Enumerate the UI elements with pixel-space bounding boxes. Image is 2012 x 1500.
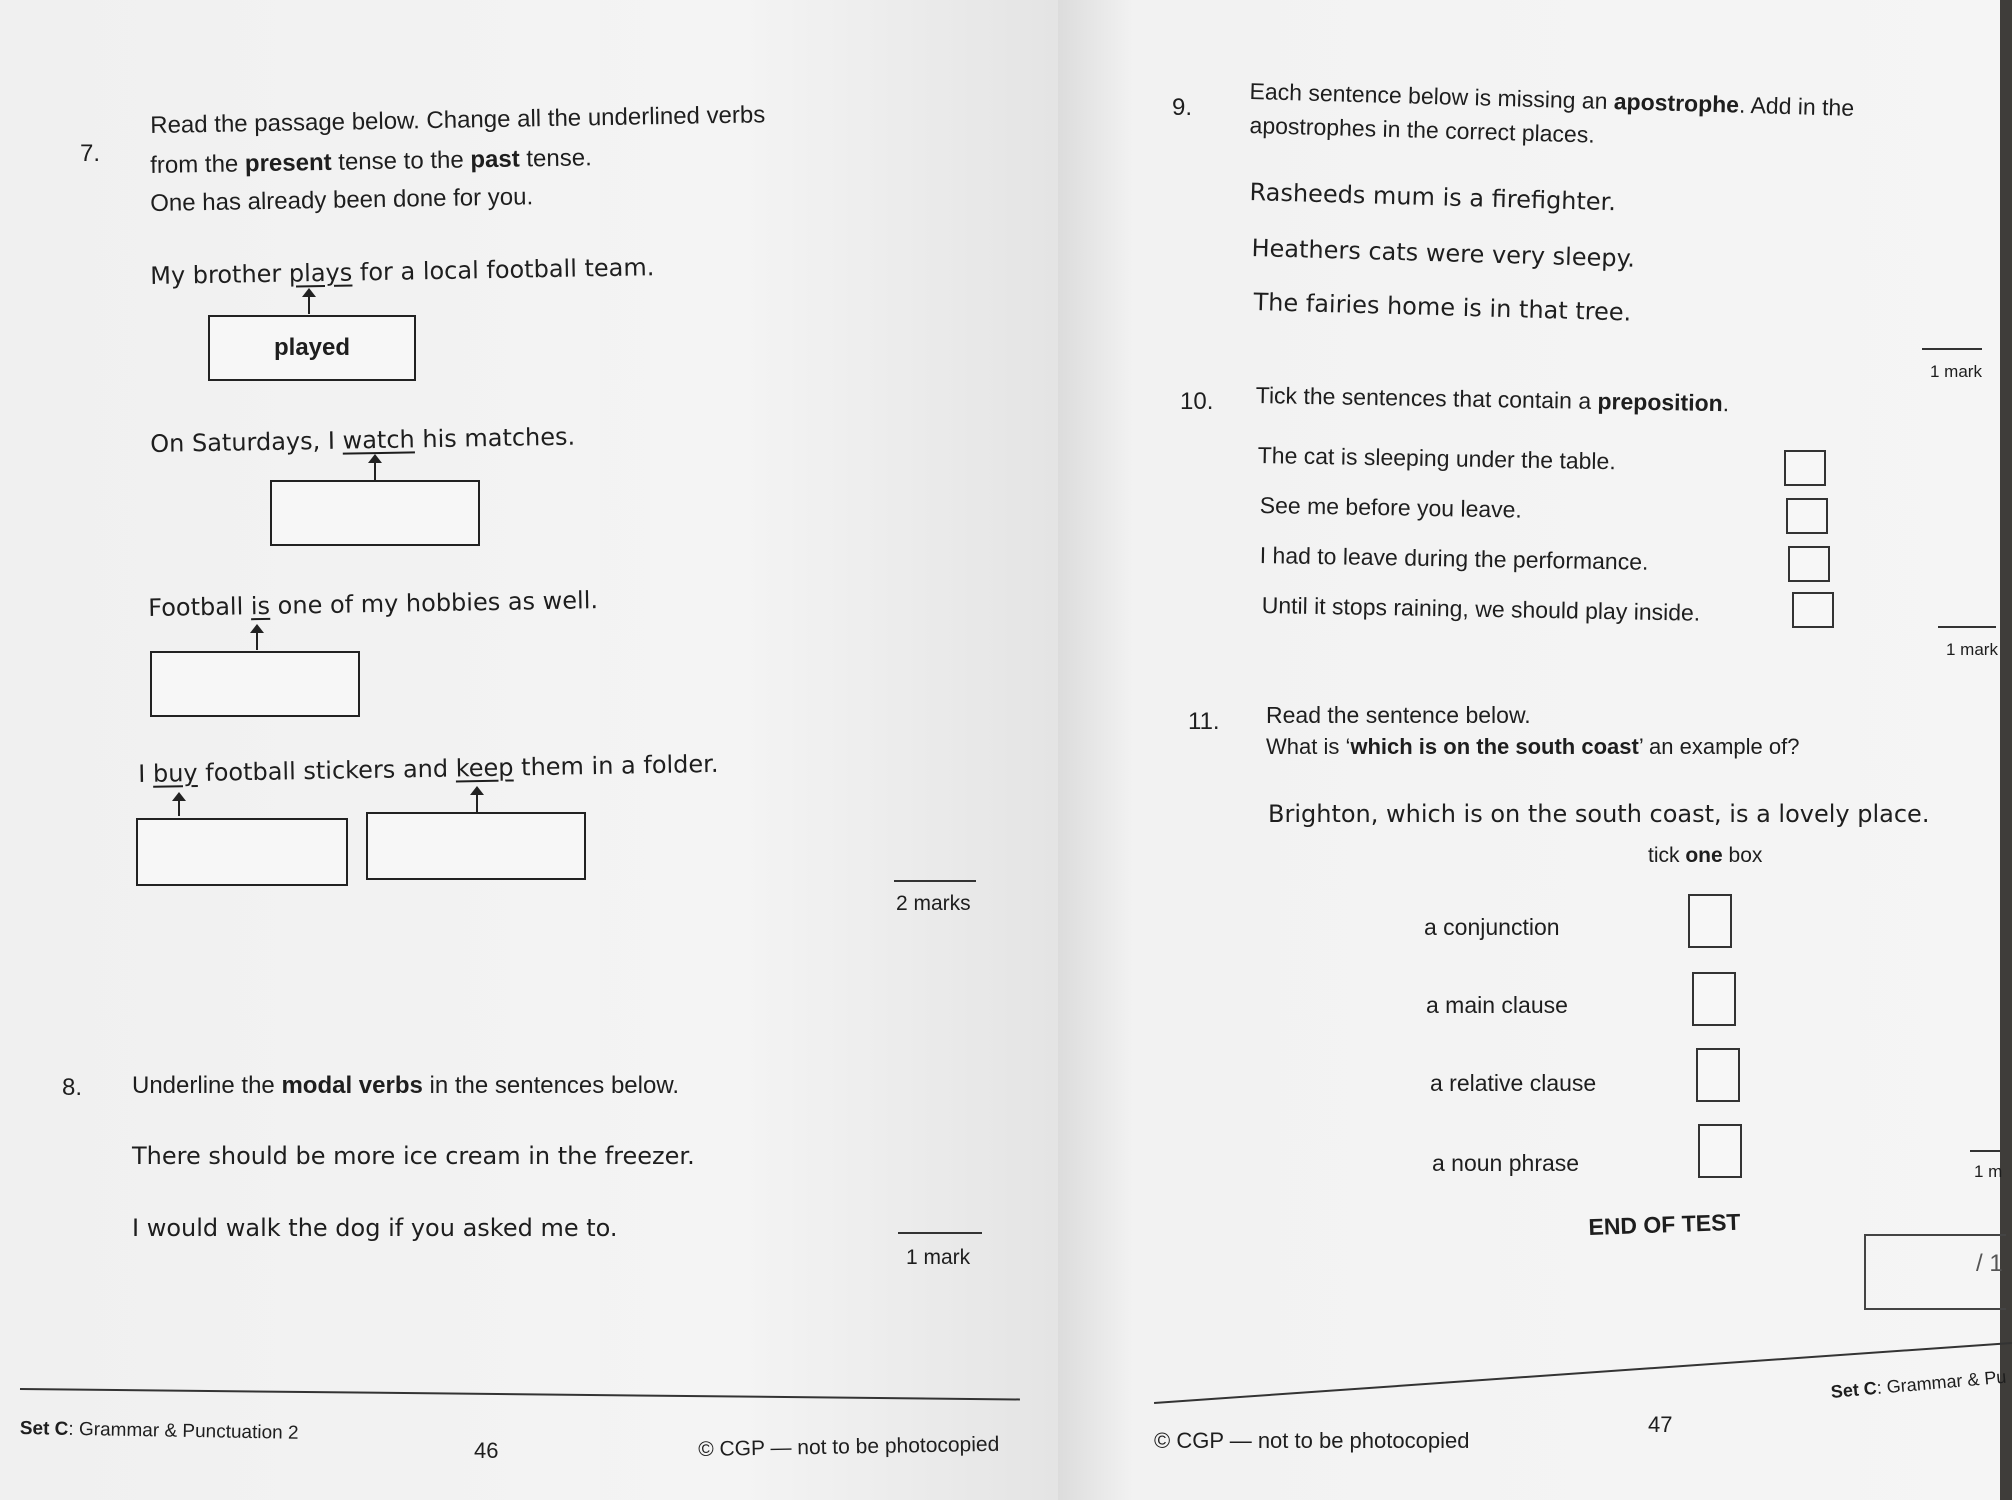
q7-answer-box-5[interactable] [366, 812, 586, 880]
q7-sentence-2: On Saturdays, I watch his matches. [150, 422, 576, 458]
q11-line2: What is ‘which is on the south coast’ an example of? [1266, 734, 1800, 759]
footer-set-label: Set C: Grammar & Punctuation 2 [19, 1418, 299, 1444]
arrow-up-icon [256, 628, 258, 650]
q7-instruction-line2: from the present tense to the past tense. [150, 144, 592, 179]
right-page [1058, 0, 2008, 1500]
q11-marks: 1 m [1974, 1162, 2003, 1181]
q9-instruction-line1: Each sentence below is missing an apostrophe. Add in the [1249, 78, 1855, 121]
q11-option-1: a conjunction [1424, 914, 1560, 940]
footer-copyright-left: © CGP — not to be photocopied [698, 1432, 1000, 1461]
q7-answer-box-4[interactable] [136, 818, 348, 886]
q10-checkbox-4[interactable] [1792, 592, 1834, 628]
score-total: / 1 [1976, 1250, 2003, 1277]
arrow-up-icon [308, 292, 310, 314]
q9-sentence-1[interactable]: Rasheeds mum is a firefighter. [1249, 178, 1617, 217]
q9-number: 9. [1172, 94, 1193, 121]
marks-line [894, 880, 976, 882]
q11-number: 11. [1188, 708, 1220, 735]
q9-sentence-3[interactable]: The fairies home is in that tree. [1253, 288, 1632, 327]
marks-line [1938, 626, 1996, 628]
q7-marks: 2 marks [896, 892, 971, 915]
arrow-up-icon [178, 796, 180, 816]
q11-checkbox-2[interactable] [1692, 972, 1736, 1026]
q10-option-1: The cat is sleeping under the table. [1257, 442, 1616, 475]
q10-number: 10. [1180, 388, 1214, 415]
q8-number: 8. [62, 1074, 83, 1101]
q11-line1: Read the sentence below. [1266, 702, 1531, 728]
page-number-46: 46 [474, 1438, 499, 1463]
q11-option-3: a relative clause [1430, 1070, 1597, 1096]
q7-instruction-line3: One has already been done for you. [150, 183, 534, 217]
q7-answer-box-3[interactable] [150, 651, 360, 717]
q7-sentence-1: My brother plays for a local football team. [150, 253, 655, 290]
q7-answer-box-1[interactable]: played [208, 315, 416, 381]
marks-line [898, 1232, 982, 1234]
q11-checkbox-3[interactable] [1696, 1048, 1740, 1102]
q7-instruction-line1: Read the passage below. Change all the underlined verbs [150, 101, 766, 139]
q10-instruction: Tick the sentences that contain a preposition. [1255, 382, 1730, 417]
q11-tick-instruction: tick one box [1648, 844, 1763, 867]
q10-checkbox-1[interactable] [1784, 450, 1826, 486]
q11-sentence: Brighton, which is on the south coast, is a lovely place. [1268, 800, 1930, 828]
footer-set-label-right: Set C: Grammar & Pu [1830, 1366, 2008, 1402]
q7-sentence-3: Football is one of my hobbies as well. [148, 586, 599, 622]
q8-sentence-1[interactable]: There should be more ice cream in the freezer. [132, 1142, 695, 1170]
q11-option-2: a main clause [1426, 992, 1568, 1018]
q7-answer-box-2[interactable] [270, 480, 480, 546]
q10-option-2: See me before you leave. [1259, 492, 1523, 523]
q10-checkbox-3[interactable] [1788, 546, 1830, 582]
end-of-test: END OF TEST [1588, 1208, 1741, 1240]
q7-sentence-4: I buy football stickers and keep them in a folder. [138, 749, 719, 788]
q10-option-3: I had to leave during the performance. [1259, 542, 1649, 575]
q10-marks: 1 mark [1946, 640, 1998, 659]
q11-checkbox-4[interactable] [1698, 1124, 1742, 1178]
q8-marks: 1 mark [906, 1246, 971, 1269]
q9-marks: 1 mark [1930, 362, 1982, 381]
q9-sentence-2[interactable]: Heathers cats were very sleepy. [1251, 234, 1636, 273]
q9-instruction-line2: apostrophes in the correct places. [1249, 112, 1596, 148]
q8-sentence-2[interactable]: I would walk the dog if you asked me to. [132, 1214, 618, 1242]
q11-checkbox-1[interactable] [1688, 894, 1732, 948]
q11-option-4: a noun phrase [1432, 1150, 1580, 1176]
q10-option-4: Until it stops raining, we should play inside. [1261, 592, 1701, 626]
footer-rule [20, 1388, 1020, 1400]
q7-number: 7. [80, 140, 101, 167]
arrow-up-icon [476, 790, 478, 812]
q8-instruction: Underline the modal verbs in the sentences below. [132, 1072, 679, 1099]
q10-checkbox-2[interactable] [1786, 498, 1828, 534]
footer-copyright-right: © CGP — not to be photocopied [1154, 1428, 1470, 1453]
page-number-47: 47 [1648, 1412, 1673, 1437]
marks-line [1970, 1150, 2000, 1152]
marks-line [1922, 348, 1982, 350]
arrow-up-icon [374, 458, 376, 480]
